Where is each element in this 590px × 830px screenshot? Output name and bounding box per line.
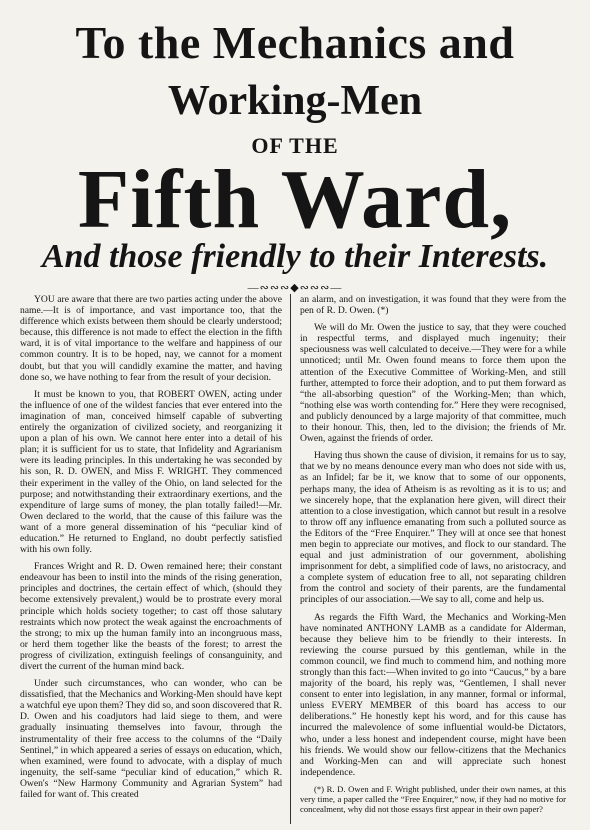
title-line-working-men: Working-Men [167, 78, 423, 124]
paragraph: YOU are aware that there are two parties acting under the above name.—It is of importance, and vast importance too, that the difference which exists between them should be clearly understood; because, this difference is not made to effect the election in the fifth ward, it is of vital importance to the welfare and happiness of our common country. It is to be hoped, nay, we cannot for a moment doubt, but that you will candidly examine the matter, and having done so, we have nothing to fear from the result of your decision. [20, 294, 282, 383]
title-line-fifth-ward: Fifth Ward, [77, 153, 513, 246]
paragraph: We will do Mr. Owen the justice to say, that they were couched in respectful terms, and displayed much ingenuity; their speciousness was well calculated to deceive.—They were for a while unnoticed; until Mr. Owen found means to force them upon the attention of the Executive Committee of Working-Men, and still further, attempted to force their adoption, and to put them forward as “the all-absorbing question” of the Working-Men; than which, “nothing else was worth contending for.” Here they were recognised, and publicly denounced by a large majority of that committee, much to their honour. This, then, led to the division; the friends of Mr. Owen, against the friends of order. [300, 322, 566, 445]
paragraph: an alarm, and on investigation, it was found that they were from the pen of R. D. Owen. (*) [300, 294, 566, 317]
paragraph: Under such circumstances, who can wonder, who can be dissatisfied, that the Mechanics and Working-Men should have kept a watchful eye upon them? They did so, and soon discovered that R. D. Owen and his coadjutors had laid siege to them, and were gradually insinuating themselves into favour, through the instrumentality of their free access to the columns of the “Daily Sentinel,” in which appeared a series of essays on education, which, when examined, were found to advocate, with a display of much ingenuity, the self-same “peculiar kind of education,” which R. Owen's “New Harmony Community and Agrarian System” had failed for want of. This created [20, 678, 282, 801]
paragraph: Frances Wright and R. D. Owen remained here; their constant endeavour has been to instil into the minds of the rising generation, principles and doctrines, the certain effect of which, (should they become extensively prevalent,) would be to prostrate every moral principle which holds society together; to cast off those salutary restraints which now protect the weak against the encroachments of the strong; to mix up the human family into an incongruous mass, or herd them together like the beasts of the forest; to arrest the progress of civilization, extinguish feelings of consanguinity, and divert the current of the human mind back. [20, 561, 282, 672]
paragraph: Having thus shown the cause of division, it remains for us to say, that we by no means denounce every man who does not side with us, as an Infidel; far be it, we know that to some of our opponents, perhaps many, the idea of Atheism is as revolting as it is to us; and we sincerely hope, that the explanation here given, will direct their attention to a close investigation, which cannot but result in a resolve to throw off any influence emanating from such a polluted source as the Editors of the “Free Enquirer.” They will at once see that honest men begin to appreciate our motives, and flock to our standard. The equal and just administration of our government, abolishing imprisonment for debt, a simplified code of laws, no aristocracy, and a complete system of education free to all, not separating children from the control and society of their parents, are the fundamental principles of our association.—We say to all, come and help us. [300, 450, 566, 606]
paragraph: It must be known to you, that ROBERT OWEN, acting under the influence of one of the wildest fancies that ever entered into the imagination of man, conceived himself capable of subverting entirely the organization of civilized society, and reorganizing it upon a plan of his own. We cannot here enter into a detail of his plan; it is sufficient for us to state, that Infidelity and Agrarianism were its leading principles. In this undertaking he was seconded by his son, R. D. OWEN, and Miss F. WRIGHT. They commenced their experiment in the valley of the Ohio, on land selected for the purpose; and notwithstanding their extraordinary exertions, and the expenditure of large sums of money, the plan totally failed!—Mr. Owen declared to the world, that the cause of this failure was the want of a more general dissemination of his “peculiar kind of education.” He returned to England, no doubt perfectly satisfied with his own folly. [20, 388, 282, 556]
subtitle-friendly: And those friendly to their Interests. [41, 238, 549, 275]
left-column [20, 294, 282, 830]
paragraph: As regards the Fifth Ward, the Mechanics and Working-Men have nominated ANTHONY LAMB as a candidate for Alderman, because they believe him to be friendly to their interests. In reviewing the course pursued by this gentleman, while in the common council, we find much to commend him, and nothing more strongly than this fact:—When invited to go into “Caucus,” by a bare majority of the board, his reply was, “Gentlemen, I shall never consent to enter into legislation, in any manner, formal or informal, unless EVERY MEMBER of this board has access to our deliberations.” He honestly kept his word, and for this cause has incurred the malevolence of some influential would-be Dictators, who, under a less honest and independent course, might have been his friends. We would show our fellow-citizens that the Mechanics and Working-Men can and will appreciate such honest independence. [300, 611, 566, 778]
title-line-mechanics: To the Mechanics and [75, 17, 515, 68]
right-column [300, 294, 566, 830]
ornament-divider: —∾∾∾◆∾∾∾— [247, 282, 343, 294]
title-line-of-the: OF THE [251, 133, 339, 158]
footnote: (*) R. D. Owen and F. Wright published, under their own names, at this very time, a paper called the “Free Enquirer,” now, if they had no motive for concealment, why did not those essays first appear in their own paper? [300, 783, 566, 814]
column-divider [290, 294, 291, 824]
